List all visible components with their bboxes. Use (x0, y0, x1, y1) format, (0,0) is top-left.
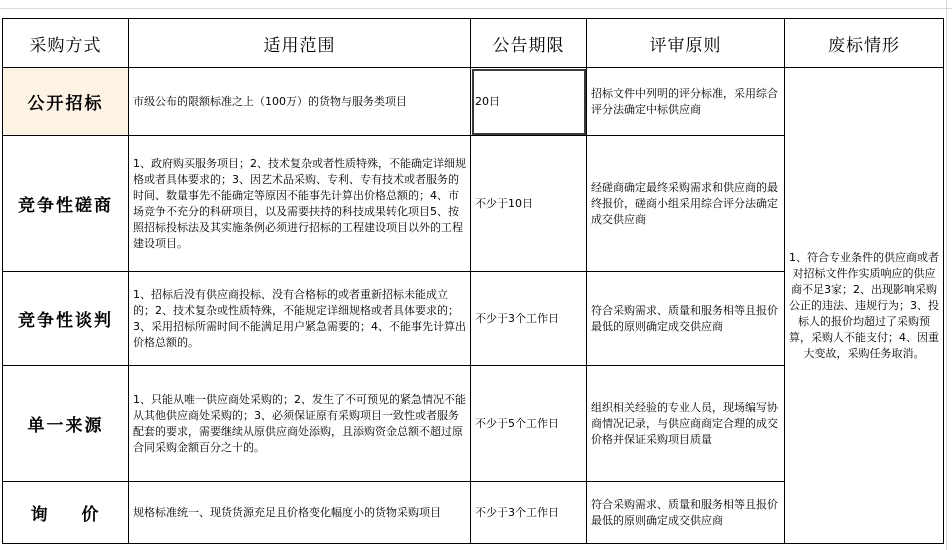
method-cell[interactable]: 竞争性磋商 (3, 136, 129, 272)
period-cell[interactable]: 不少于3个工作日 (471, 482, 587, 544)
invalid-cell[interactable]: 1、符合专业条件的供应商或者对招标文件作实质响应的供应商不足3家；2、出现影响采购公正的违法、违规行为；3、投标人的报价均超过了采购预算，采购人不能支付；4、因重大变故，采购任务取消。 (785, 68, 944, 544)
period-cell[interactable]: 不少于5个工作日 (471, 366, 587, 482)
period-cell[interactable]: 不少于3个工作日 (471, 272, 587, 366)
method-cell[interactable]: 竞争性谈判 (3, 272, 129, 366)
header-invalid[interactable]: 废标情形 (785, 19, 944, 68)
method-cell[interactable]: 询 价 (3, 482, 129, 544)
table-row (3, 68, 944, 136)
period-cell[interactable]: 20日 (471, 68, 587, 136)
scope-cell[interactable]: 1、政府购买服务项目；2、技术复杂或者性质特殊，不能确定详细规格或者具体要求的；3、因艺术品采购、专利、专有技术或者服务的时间、数量事先不能确定等原因不能事先计算出价格总额的；4、市场竞争不充分的科研项目，以及需要扶持的科技成果转化项目5、按照招标投标法及其实施条例必须进行招标的工程建设项目以外的工程建设项目。 (129, 136, 471, 272)
criteria-cell[interactable]: 招标文件中列明的评分标准，采用综合评分法确定中标供应商 (587, 68, 785, 136)
period-cell[interactable]: 不少于10日 (471, 136, 587, 272)
criteria-cell[interactable]: 组织相关经验的专业人员，现场编写协商情况记录，与供应商商定合理的成交价格并保证采购项目质量 (587, 366, 785, 482)
criteria-cell[interactable]: 符合采购需求、质量和服务相等且报价最低的原则确定成交供应商 (587, 482, 785, 544)
scope-cell[interactable]: 1、只能从唯一供应商处采购的；2、发生了不可预见的紧急情况不能从其他供应商处采购的；3、必须保证原有采购项目一致性或者服务配套的要求，需要继续从原供应商处添购，且添购资金总额不超过原合同采购金额百分之十的。 (129, 366, 471, 482)
header-criteria[interactable]: 评审原则 (587, 19, 785, 68)
header-row (3, 19, 944, 68)
gridline (946, 0, 947, 550)
scope-cell[interactable]: 1、招标后没有供应商投标、没有合格标的或者重新招标未能成立的；2、技术复杂或性质特殊，不能规定详细规格或者具体要求的；3、采用招标所需时间不能满足用户紧急需要的；4、不能事先计算出价格总额的。 (129, 272, 471, 366)
scope-cell[interactable]: 市级公布的限额标准之上（100万）的货物与服务类项目 (129, 68, 471, 136)
criteria-cell[interactable]: 经磋商确定最终采购需求和供应商的最终报价，磋商小组采用综合评分法确定成交供应商 (587, 136, 785, 272)
gridline (0, 8, 952, 9)
header-method[interactable]: 采购方式 (3, 19, 129, 68)
criteria-cell[interactable]: 符合采购需求、质量和服务相等且报价最低的原则确定成交供应商 (587, 272, 785, 366)
scope-cell[interactable]: 规格标准统一、现货货源充足且价格变化幅度小的货物采购项目 (129, 482, 471, 544)
method-cell[interactable]: 公开招标 (3, 68, 129, 136)
method-cell[interactable]: 单一来源 (3, 366, 129, 482)
header-scope[interactable]: 适用范围 (129, 19, 471, 68)
header-period[interactable]: 公告期限 (471, 19, 587, 68)
procurement-table (2, 18, 944, 544)
